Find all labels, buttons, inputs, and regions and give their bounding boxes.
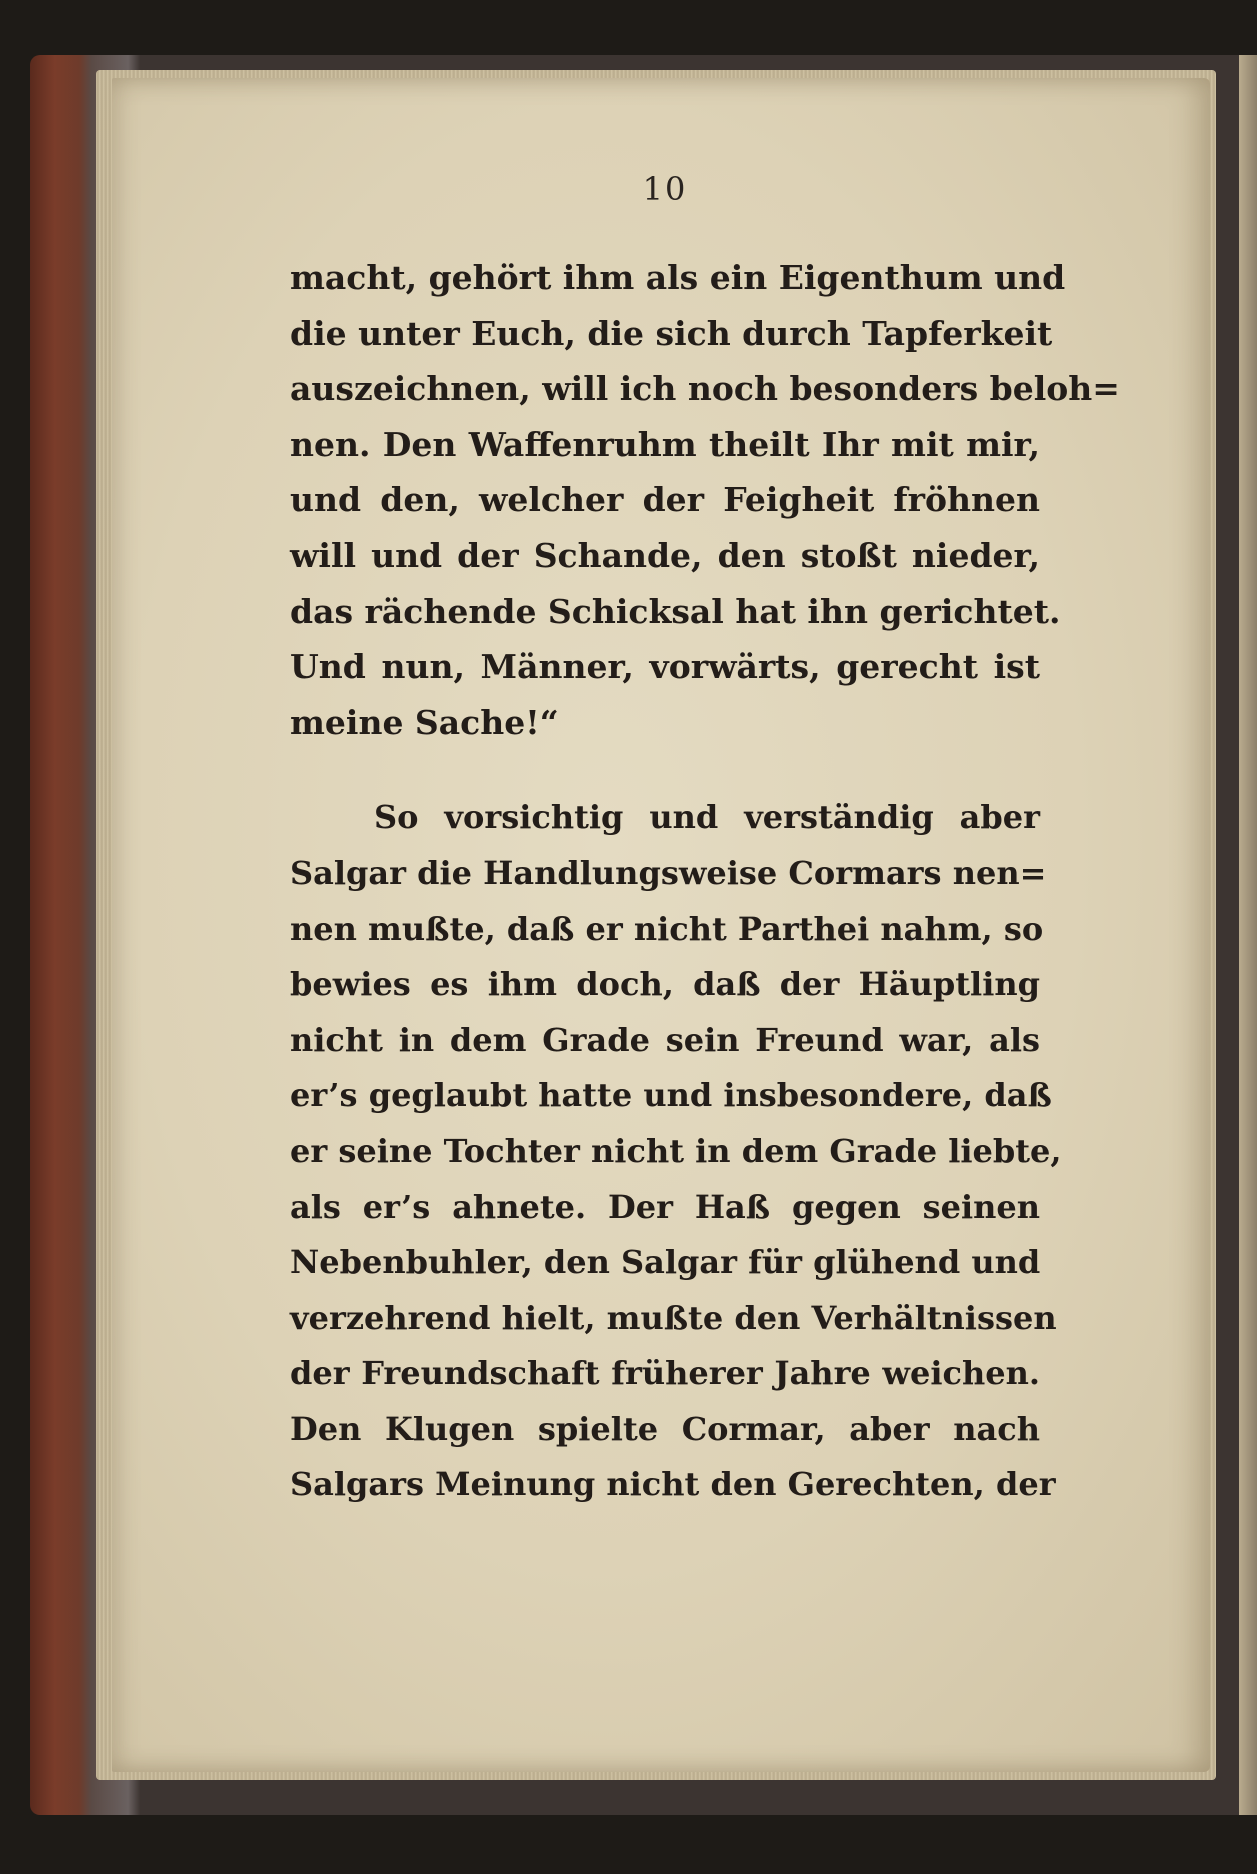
text-line: auszeichnen, will ich noch besonders beloh= xyxy=(290,369,1120,409)
text-line: So vorsichtig und verständig aber xyxy=(374,798,1040,837)
text-line: meine Sache!“ xyxy=(290,702,559,742)
text-line: als er’s ahnete. Der Haß gegen seinen xyxy=(290,1187,1040,1226)
text-line: nen mußte, daß er nicht Parthei nahm, so xyxy=(290,909,1044,948)
text-line: die unter Euch, die sich durch Tapferkeit xyxy=(290,313,1053,353)
text-line: Und nun, Männer, vorwärts, gerecht ist xyxy=(290,647,1040,687)
text-line: er seine Tochter nicht in dem Grade liebte, xyxy=(290,1131,1062,1170)
text-line: Nebenbuhler, den Salgar für glühend und xyxy=(290,1243,1041,1282)
text-line: der Freundschaft früherer Jahre weichen. xyxy=(290,1354,1040,1393)
text-line: nicht in dem Grade sein Freund war, als xyxy=(290,1020,1040,1059)
text-line: macht, gehört ihm als ein Eigenthum und xyxy=(290,258,1066,297)
page-text xyxy=(290,250,1120,1513)
text-line: verzehrend hielt, mußte den Verhältnissen xyxy=(290,1298,1057,1337)
text-line: bewies es ihm doch, daß der Häuptling xyxy=(290,965,1040,1004)
text-line: will und der Schande, den stoßt nieder, xyxy=(290,535,1040,575)
text-line: das rächende Schicksal hat ihn gerichtet. xyxy=(290,591,1061,631)
text-line: er’s geglaubt hatte und insbesondere, daß xyxy=(290,1076,1052,1115)
page-number: 10 xyxy=(642,170,688,208)
book-gutter xyxy=(1239,55,1257,1815)
text-line: Salgars Meinung nicht den Gerechten, der xyxy=(290,1465,1056,1504)
text-line: Salgar die Handlungsweise Cormars nen= xyxy=(290,853,1047,892)
text-line: Den Klugen spielte Cormar, aber nach xyxy=(290,1409,1040,1448)
paragraph-2 xyxy=(290,790,1062,1513)
text-line: und den, welcher der Feigheit fröhnen xyxy=(290,480,1040,520)
text-line: nen. Den Waffenruhm theilt Ihr mit mir, xyxy=(290,424,1040,464)
paragraph-1 xyxy=(290,250,1120,750)
paragraph-gap xyxy=(290,750,1040,790)
